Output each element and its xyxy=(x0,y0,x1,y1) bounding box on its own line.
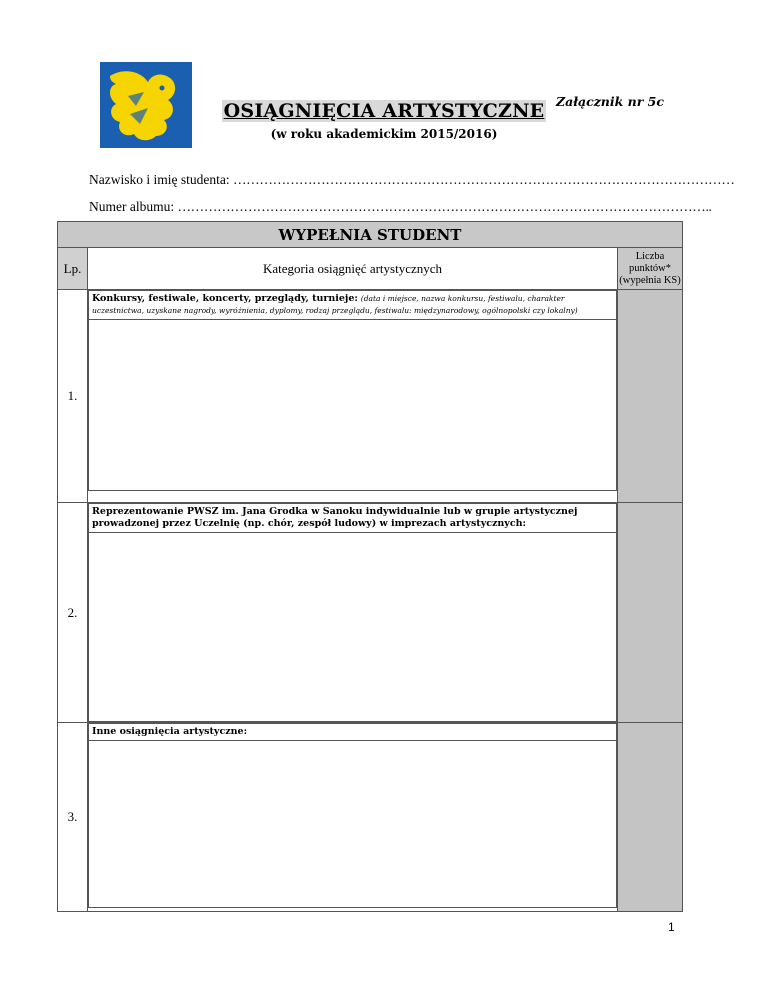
table-row xyxy=(58,723,683,912)
table-row xyxy=(58,290,683,503)
entry-area[interactable] xyxy=(89,533,617,722)
row-number: 1. xyxy=(58,290,88,503)
col-header-lp: Lp. xyxy=(58,248,88,290)
annex-label: Załącznik nr 5c xyxy=(555,94,664,109)
row-number: 3. xyxy=(58,723,88,912)
category-description xyxy=(89,724,617,741)
achievements-table xyxy=(57,221,683,912)
row-number: 2. xyxy=(58,503,88,723)
table-row xyxy=(58,503,683,723)
category-description xyxy=(89,291,617,320)
student-name-label: Nazwisko i imię studenta: xyxy=(89,172,230,187)
category-title: Inne osiągnięcia artystyczne: xyxy=(92,726,248,737)
col-header-points: Liczba punktów* (wypełnia KS) xyxy=(618,248,683,290)
page-title: OSIĄGNIĘCIA ARTYSTYCZNE xyxy=(223,100,545,122)
points-cell xyxy=(618,290,683,503)
entry-area[interactable] xyxy=(89,320,617,491)
col-header-category: Kategoria osiągnięć artystycznych xyxy=(88,248,618,290)
album-number-dots: ………………………………………………………………………………………………………….. xyxy=(177,199,712,214)
category-title: Reprezentowanie PWSZ im. Jana Grodka w Sanoku indywidualnie lub w grupie artystycznej prowadzonej przez Uczelnię (np. chór, zespół ludowy) w imprezach artystycznych: xyxy=(92,506,578,529)
album-number-field[interactable] xyxy=(89,199,712,215)
student-name-field[interactable] xyxy=(89,172,735,188)
category-title: Konkursy, festiwale, koncerty, przeglądy, turnieje: xyxy=(92,293,358,304)
album-number-label: Numer albumu: xyxy=(89,199,175,214)
entry-area[interactable] xyxy=(89,741,617,908)
points-cell xyxy=(618,723,683,912)
category-description xyxy=(89,504,617,533)
points-cell xyxy=(618,503,683,723)
section-title: WYPEŁNIA STUDENT xyxy=(58,222,683,248)
category-hint: (data i miejsce, nazwa konkursu, festiwalu, charakter uczestnictwa, uzyskane nagrody, wyróżnienia, dyplomy, rodzaj przeglądu, festiwalu: międzynarodowy, ogólnopolski czy lokalny) xyxy=(92,294,578,315)
page-number: 1 xyxy=(668,920,675,934)
page-subtitle: (w roku akademickim 2015/2016) xyxy=(270,127,498,141)
student-name-dots: …………………………………………………………………………………………………… xyxy=(232,172,735,187)
